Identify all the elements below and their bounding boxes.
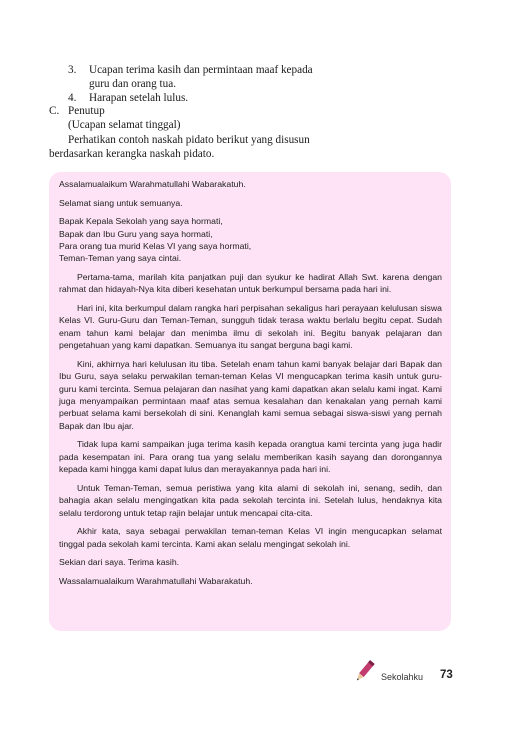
speech-closing: Wassalamualaikum Warahmatullahi Wabarakatuh.	[59, 575, 253, 586]
speech-paragraph: Akhir kata, saya sebagai perwakilan teman-teman Kelas VI ingin mengucapkan selamat tinggal pada sekolah kami tercinta. Kami akan selalu mengingat sekolah ini.	[59, 526, 442, 549]
list-number: 4.	[68, 92, 77, 104]
addressee-line: Para orang tua murid Kelas VI yang saya hormati,	[59, 241, 252, 251]
speech-addressees	[59, 215, 442, 265]
list-item-text: guru dan orang tua.	[89, 78, 176, 90]
addressee-line: Teman-Teman yang saya cintai.	[59, 253, 182, 264]
section-title: Penutup	[68, 105, 105, 117]
section-subtitle: (Ucapan selamat tinggal)	[68, 119, 181, 131]
list-item-text: Harapan setelah lulus.	[89, 92, 189, 104]
speech-closing: Sekian dari saya. Terima kasih.	[59, 557, 180, 568]
list-number: 3.	[68, 64, 77, 76]
speech-paragraph: Tidak lupa kami sampaikan juga terima kasih kepada orangtua kami tercinta yang juga hadir pada kesempatan ini. Para orang tua yang selalu memberikan kasih sayang dan dorongannya kepada kami hingga kami dapat lulus dan merayakannya pada hari ini.	[59, 439, 442, 475]
speech-opening: Assalamualaikum Warahmatullahi Wabarakatuh.	[59, 179, 246, 189]
pencil-icon	[350, 658, 378, 686]
addressee-line: Bapak Kepala Sekolah yang saya hormati,	[59, 216, 223, 227]
intro-paragraph: berdasarkan kerangka naskah pidato.	[49, 148, 215, 160]
addressee-line: Bapak dan Ibu Guru yang saya hormati,	[59, 228, 213, 239]
list-item-text: Ucapan terima kasih dan permintaan maaf kepada	[89, 64, 313, 76]
speech-paragraph: Pertama-tama, marilah kita panjatkan puji dan syukur ke hadirat Allah Swt. karena dengan rahmat dan hidayah-Nya kita diberi kesehatan untuk berkumpul bersama pada hari ini.	[59, 272, 442, 295]
speech-greeting: Selamat siang untuk semuanya.	[59, 197, 183, 208]
page-footer	[0, 668, 513, 688]
intro-paragraph: Perhatikan contoh naskah pidato berikut yang disusun	[68, 134, 310, 146]
chapter-title: Sekolahku	[381, 672, 424, 682]
speech-box	[49, 172, 451, 631]
speech-paragraph: Kini, akhirnya hari kelulusan itu tiba. Setelah enam tahun kami banyak belajar dari Bapak dan Ibu Guru, saya selaku perwakilan teman-teman Kelas VI mengucapkan terima kasih untuk guru-guru kami tercinta. Semua pelajaran dan nasihat yang kami dapatkan akan selalu kami ingat. Kami juga menyampaikan permintaan maaf atas semua kesalahan dan kenakalan yang pernah kami perbuat selama kami bersekolah di sini. Kenanglah kami semua sebagai siswa-siswi yang pernah Bapak dan Ibu ajar.	[59, 358, 442, 431]
speech-paragraph: Untuk Teman-Teman, semua peristiwa yang kita alami di sekolah ini, senang, sedih, dan bahagia akan selalu mengingatkan kita pada sekolah tercinta ini. Setelah lulus, hendaknya kita selalu terdorong untuk tetap rajin belajar untuk mencapai cita-cita.	[59, 482, 442, 518]
section-letter: C.	[49, 105, 60, 117]
page-number: 73	[440, 669, 453, 681]
speech-paragraph: Hari ini, kita berkumpul dalam rangka hari perpisahan sekaligus hari perayaan kelulusan siswa Kelas VI. Guru-Guru dan Teman-Teman, sungguh tidak terasa waktu berlalu begitu cepat. Sudah enam tahun kami belajar dan menimba ilmu di sekolah ini. Begitu banyak pelajaran dan pengetahuan yang kami dapatkan. Semuanya itu sangat berguna bagi kami.	[59, 303, 442, 351]
